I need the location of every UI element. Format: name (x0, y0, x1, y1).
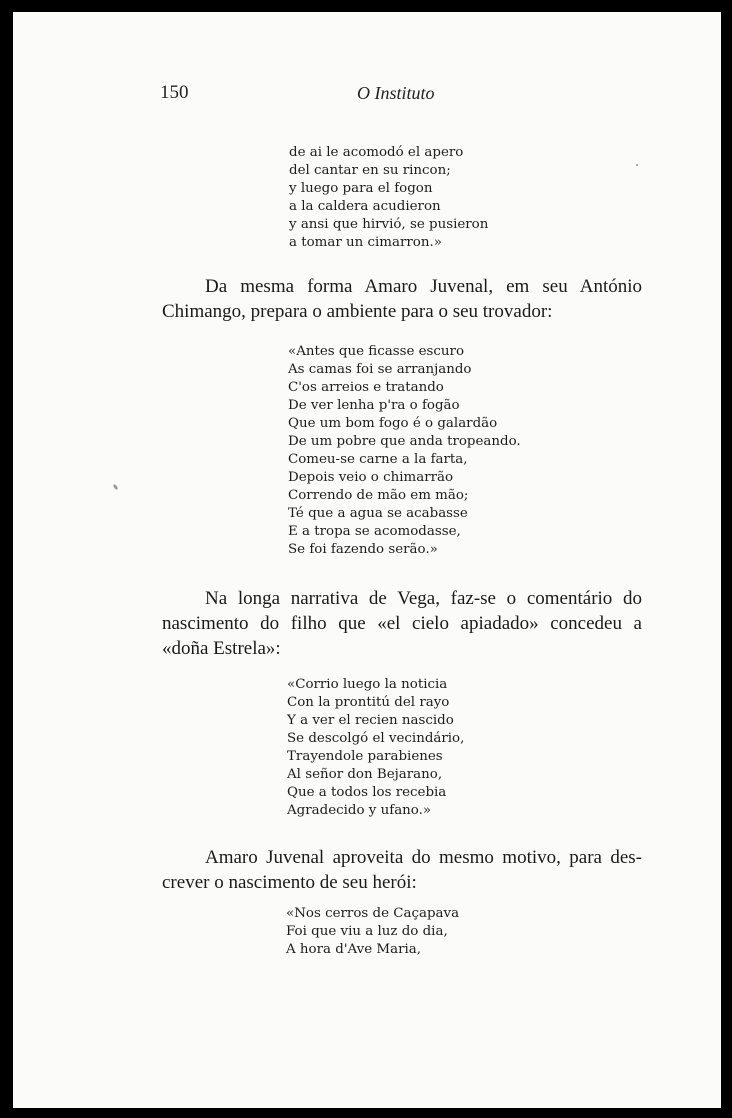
verse-line: Al señor don Bejarano, (287, 767, 443, 782)
verse-line: E a tropa se acomodasse, (288, 524, 461, 539)
verse-line: Y a ver el recien nascido (287, 713, 454, 728)
verse-line: C'os arreios e tratando (288, 380, 444, 395)
paragraph-line: nascimento do filho que «el cielo apiadado» concedeu a (162, 613, 642, 634)
paragraph-line: «doña Estrela»: (162, 638, 281, 659)
paragraph-line: Amaro Juvenal aproveita do mesmo motivo, para des- (205, 847, 642, 868)
verse-block-1 (289, 144, 488, 252)
verse-line: de ai le acomodó el apero (289, 145, 464, 160)
verse-block-4 (286, 905, 459, 959)
verse-line: A hora d'Ave Maria, (286, 942, 421, 957)
paragraph-line: Da mesma forma Amaro Juvenal, em seu António (205, 276, 642, 297)
verse-line: As camas foi se arranjando (288, 362, 472, 377)
verse-line: Depois veio o chimarrão (288, 470, 454, 485)
page-number: 150 (160, 82, 189, 103)
verse-line: Correndo de mão em mão; (288, 488, 469, 503)
verse-line: Que um bom fogo é o galardão (288, 416, 498, 431)
paper-speck (636, 164, 638, 166)
paragraph-3 (162, 845, 642, 895)
running-title: O Instituto (357, 83, 435, 103)
verse-block-2 (288, 343, 521, 559)
verse-line: «Nos cerros de Caçapava (286, 906, 460, 921)
verse-line: De ver lenha p'ra o fogão (288, 398, 460, 413)
verse-line: Agradecido y ufano.» (287, 803, 432, 818)
paragraph-1 (162, 274, 642, 324)
paragraph-line: Chimango, prepara o ambiente para o seu trovador: (162, 301, 553, 322)
paragraph-line: Na longa narrativa de Vega, faz-se o comentário do (205, 588, 642, 609)
verse-line: De um pobre que anda tropeando. (288, 434, 521, 449)
verse-line: «Antes que ficasse escuro (288, 344, 465, 359)
verse-line: Con la prontitú del rayo (287, 695, 450, 710)
verse-line: a la caldera acudieron (289, 199, 441, 214)
verse-line: Se descolgó el vecindário, (287, 731, 465, 746)
verse-line: del cantar en su rincon; (289, 163, 451, 178)
verse-line: Se foi fazendo serão.» (288, 542, 438, 557)
verse-line: y ansi que hirvió, se pusieron (289, 217, 489, 232)
paragraph-line: crever o nascimento de seu herói: (162, 872, 417, 893)
paragraph-2 (162, 586, 642, 661)
verse-line: Trayendole parabienes (287, 749, 443, 764)
verse-line: Que a todos los recebia (287, 785, 447, 800)
verse-line: Té que a agua se acabasse (288, 506, 468, 521)
verse-block-3 (287, 676, 464, 820)
verse-line: Foi que viu a luz do dia, (286, 924, 448, 939)
verse-line: «Corrio luego la noticia (287, 677, 448, 692)
verse-line: Comeu-se carne a la farta, (288, 452, 468, 467)
verse-line: y luego para el fogon (289, 181, 433, 196)
verse-line: a tomar un cimarron.» (289, 235, 442, 250)
